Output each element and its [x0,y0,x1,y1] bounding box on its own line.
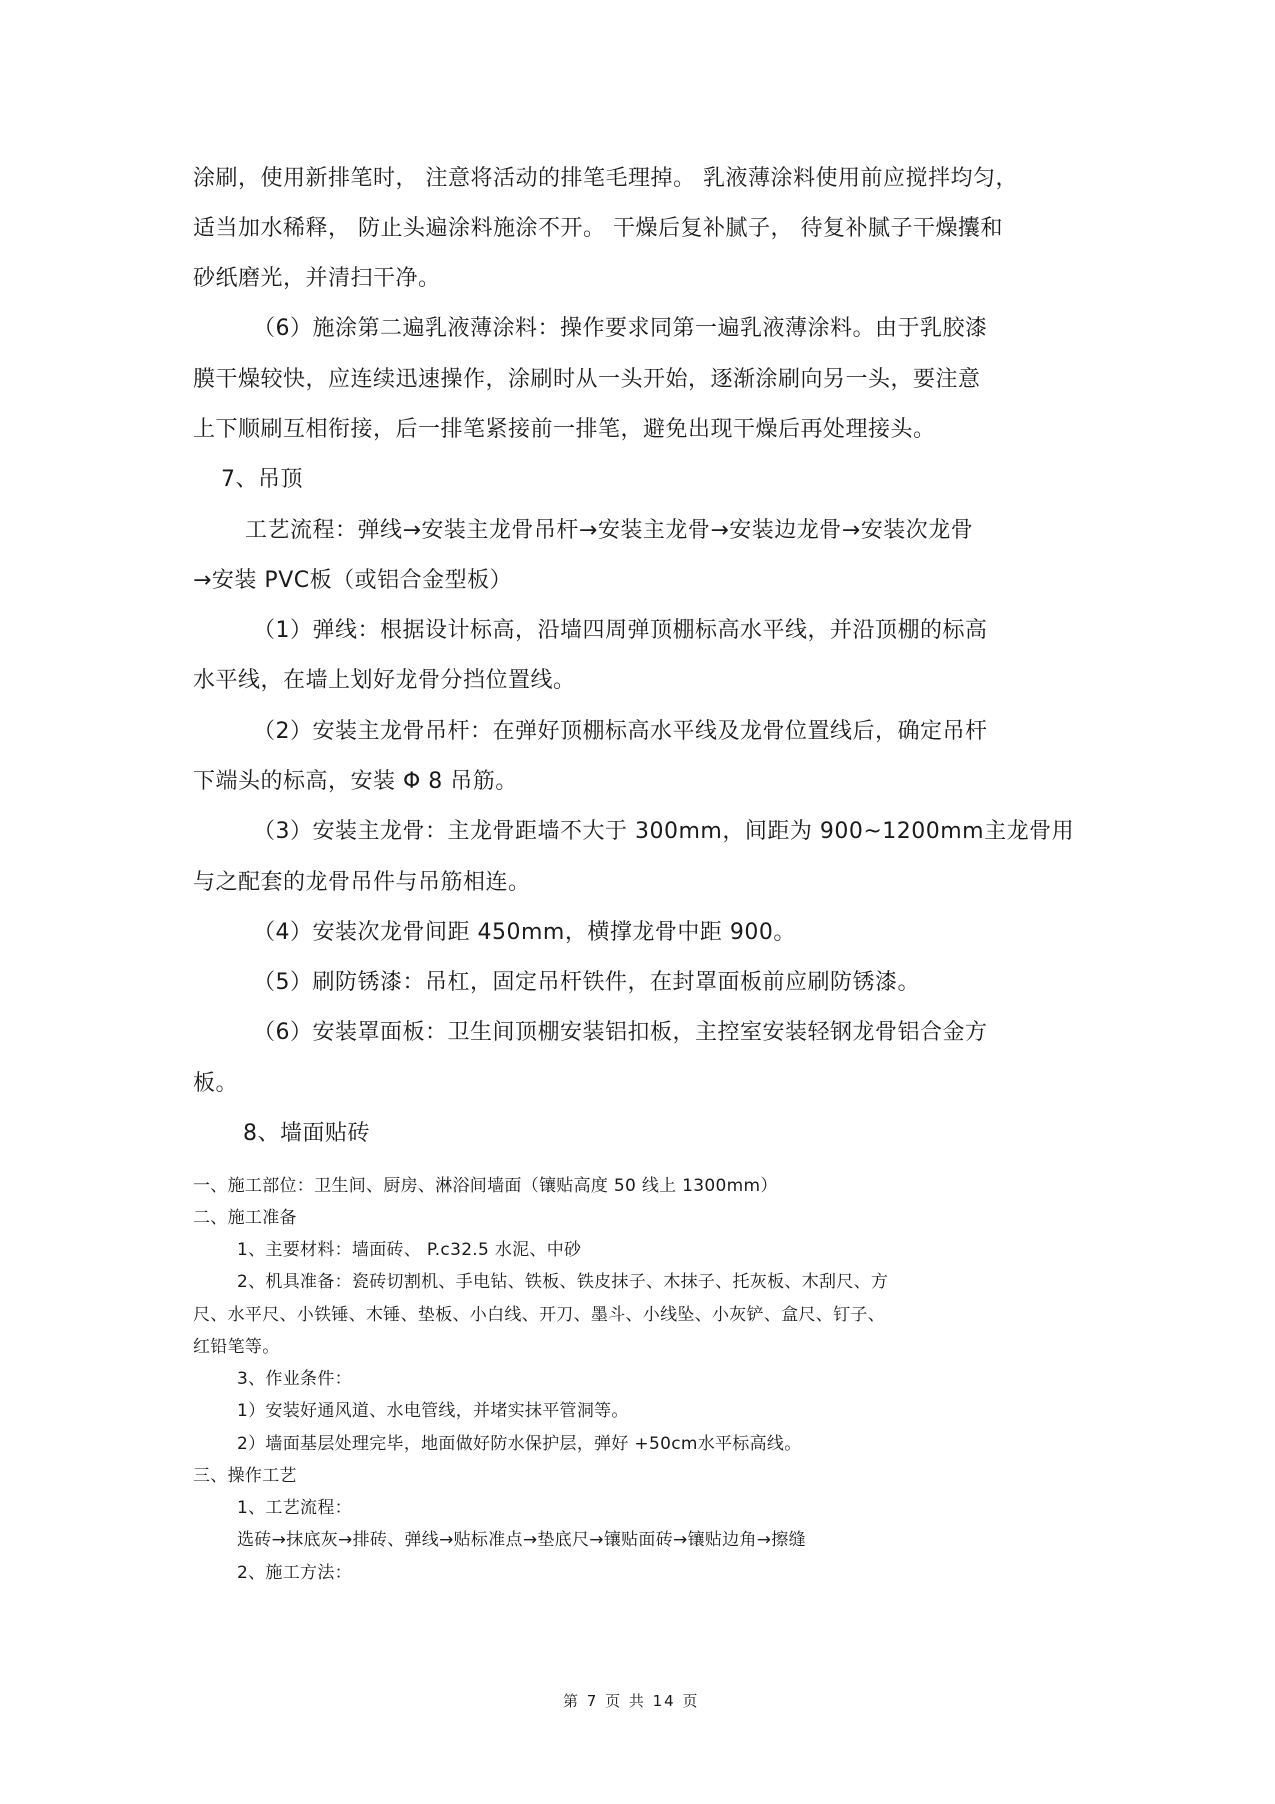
body-line: 2）墙面基层处理完毕，地面做好防水保护层，弹好 +50cm水平标高线。 [237,1434,802,1454]
body-line: （6）安装罩面板：卫生间顶棚安装铝扣板，主控室安装轻钢龙骨铝合金方 [253,1020,988,1045]
section-heading: 8、墙面贴砖 [243,1121,370,1146]
body-line: 板。 [193,1071,239,1096]
body-line: 1）安装好通风道、水电管线，并堵实抹平管洞等。 [237,1401,629,1421]
body-line: （5）刷防锈漆：吊杠，固定吊杆铁件，在封罩面板前应刷防锈漆。 [253,970,920,995]
body-line: 上下顺刷互相衔接，后一排笔紧接前一排笔，避免出现干燥后再处理接头。 [193,417,936,442]
section-heading: 7、吊顶 [221,467,303,492]
page-footer: 第 7 页 共 14 页 [563,1692,700,1710]
body-line: 尺、水平尺、小铁锤、木锤、垫板、小白线、开刀、墨斗、小线坠、小灰铲、盒尺、钉子、 [193,1305,885,1325]
body-line: 一、施工部位：卫生间、厨房、淋浴间墙面（镶贴高度 50 线上 1300mm） [193,1176,778,1196]
body-line: 下端头的标高，安装 Φ 8 吊筋。 [193,769,518,794]
body-line: 3、作业条件： [237,1369,352,1389]
body-line: （1）弹线：根据设计标高，沿墙四周弹顶棚标高水平线，并沿顶棚的标高 [253,618,988,643]
body-line: 与之配套的龙骨吊件与吊筋相连。 [193,870,531,895]
subsection-heading: 二、施工准备 [193,1208,297,1228]
body-line: 砂纸磨光，并清扫干净。 [193,266,441,291]
body-line: 红铅笔等。 [193,1337,280,1357]
body-line: 涂刷，使用新排笔时， 注意将活动的排笔毛理掉。 乳液薄涂料使用前应搅拌均匀， [193,166,1018,191]
body-line: 2、机具准备：瓷砖切割机、手电钻、铁板、铁皮抹子、木抹子、托灰板、木刮尺、方 [237,1272,889,1292]
subsection-heading: 三、操作工艺 [193,1466,297,1486]
body-line: （6）施涂第二遍乳液薄涂料：操作要求同第一遍乳液薄涂料。由于乳胶漆 [253,316,988,341]
body-line: 选砖→抹底灰→排砖、弹线→贴标准点→垫底尺→镶贴面砖→镶贴边角→擦缝 [237,1530,806,1550]
body-line: 适当加水稀释， 防止头遍涂料施涂不开。 干燥后复补腻子， 待复补腻子干燥攮和 [193,216,1003,241]
body-line: 1、主要材料：墙面砖、 P.c32.5 水泥、中砂 [237,1240,582,1260]
body-line: →安装 PVC板（或铝合金型板） [193,568,513,593]
body-line: 1、工艺流程： [237,1498,352,1518]
body-line: （4）安装次龙骨间距 450mm，横撑龙骨中距 900。 [253,920,796,945]
body-line: 膜干燥较快，应连续迅速操作，涂刷时从一头开始，逐渐涂刷向另一头，要注意 [193,367,981,392]
body-line: 水平线，在墙上划好龙骨分挡位置线。 [193,668,576,693]
body-line: （3）安装主龙骨：主龙骨距墙不大于 300mm，间距为 900~1200mm主龙骨用 [253,819,1075,844]
body-line: 工艺流程：弹线→安装主龙骨吊杆→安装主龙骨→安装边龙骨→安装次龙骨 [245,518,974,543]
body-line: 2、施工方法： [237,1563,352,1583]
body-line: （2）安装主龙骨吊杆：在弹好顶棚标高水平线及龙骨位置线后，确定吊杆 [253,719,988,744]
